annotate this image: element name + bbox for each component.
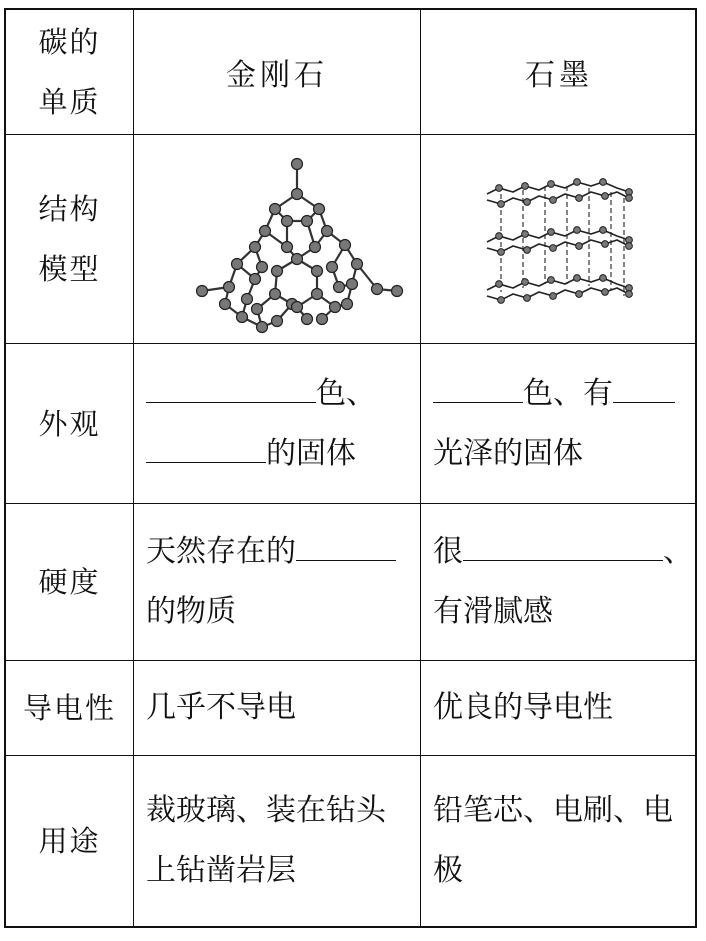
hardness-answer-blank[interactable]	[296, 538, 396, 561]
header-label-cell	[6, 10, 133, 134]
graphite-uses	[421, 756, 697, 926]
header-graphite	[421, 10, 697, 134]
hardness-label: 硬度	[38, 565, 101, 599]
graphite-appearance	[421, 344, 697, 503]
graphite-uses-line1: 铅笔芯、电刷、电	[433, 793, 673, 828]
uses-label-cell	[6, 756, 133, 926]
graphite-appearance-mid: 色、有	[523, 375, 613, 411]
header-label-line2: 单质	[38, 85, 101, 119]
diamond-appearance-suffix1: 色、	[316, 375, 376, 411]
graphite-conductivity	[421, 661, 697, 755]
structure-label-line1: 结构	[38, 192, 101, 226]
appearance-label: 外观	[38, 406, 101, 441]
uses-label: 用途	[38, 824, 101, 858]
graphite-hardness-prefix: 很	[433, 534, 463, 569]
diamond-conductivity-text: 几乎不导电	[146, 690, 296, 725]
diamond-appearance	[134, 344, 420, 503]
diamond-uses-line2: 上钻凿岩层	[146, 853, 296, 888]
appearance-label-cell	[6, 344, 133, 503]
graphite-hardness-suffix: 、	[663, 534, 693, 569]
diamond-hardness-line2: 的物质	[146, 594, 236, 629]
header-diamond	[134, 10, 420, 134]
graphite-luster-blank[interactable]	[613, 380, 675, 403]
graphite-hardness	[421, 504, 697, 660]
diamond-hardness-prefix: 天然存在的	[146, 534, 296, 569]
color-answer-blank[interactable]	[146, 380, 316, 403]
graphite-hardness-line2: 有滑腻感	[433, 594, 553, 629]
diamond-structure-model	[134, 135, 420, 343]
diamond-appearance-line2	[146, 424, 376, 484]
diamond-hardness	[134, 504, 420, 660]
diamond-lattice-image	[147, 139, 407, 339]
state-answer-blank[interactable]	[146, 440, 266, 463]
diamond-uses	[134, 756, 420, 926]
header-label-line1: 碳的	[38, 25, 101, 59]
graphite-layers-image	[479, 164, 639, 314]
graphite-conductivity-text: 优良的导电性	[433, 690, 613, 725]
diamond-appearance-suffix2: 的固体	[266, 435, 356, 471]
diamond-conductivity	[134, 661, 420, 755]
graphite-hardness-line1	[433, 522, 693, 582]
graphite-uses-line2: 极	[433, 853, 463, 888]
structure-label-cell	[6, 135, 133, 343]
graphite-color-blank[interactable]	[433, 380, 523, 403]
carbon-allotropes-table	[4, 8, 697, 928]
hardness-label-cell	[6, 504, 133, 660]
graphite-hardness-blank[interactable]	[463, 538, 663, 561]
diamond-appearance-line1	[146, 364, 376, 424]
diamond-uses-line1: 裁玻璃、装在钻头	[146, 793, 386, 828]
graphite-appearance-line2: 光泽的固体	[433, 435, 583, 471]
graphite-appearance-line1	[433, 364, 675, 424]
graphite-structure-model	[421, 135, 697, 343]
conductivity-label: 导电性	[22, 691, 116, 725]
diamond-hardness-line1	[146, 522, 396, 582]
structure-label-line2: 模型	[38, 252, 101, 286]
header-diamond-text: 金刚石	[226, 58, 328, 93]
conductivity-label-cell	[6, 661, 133, 755]
header-graphite-text: 石墨	[525, 58, 593, 93]
